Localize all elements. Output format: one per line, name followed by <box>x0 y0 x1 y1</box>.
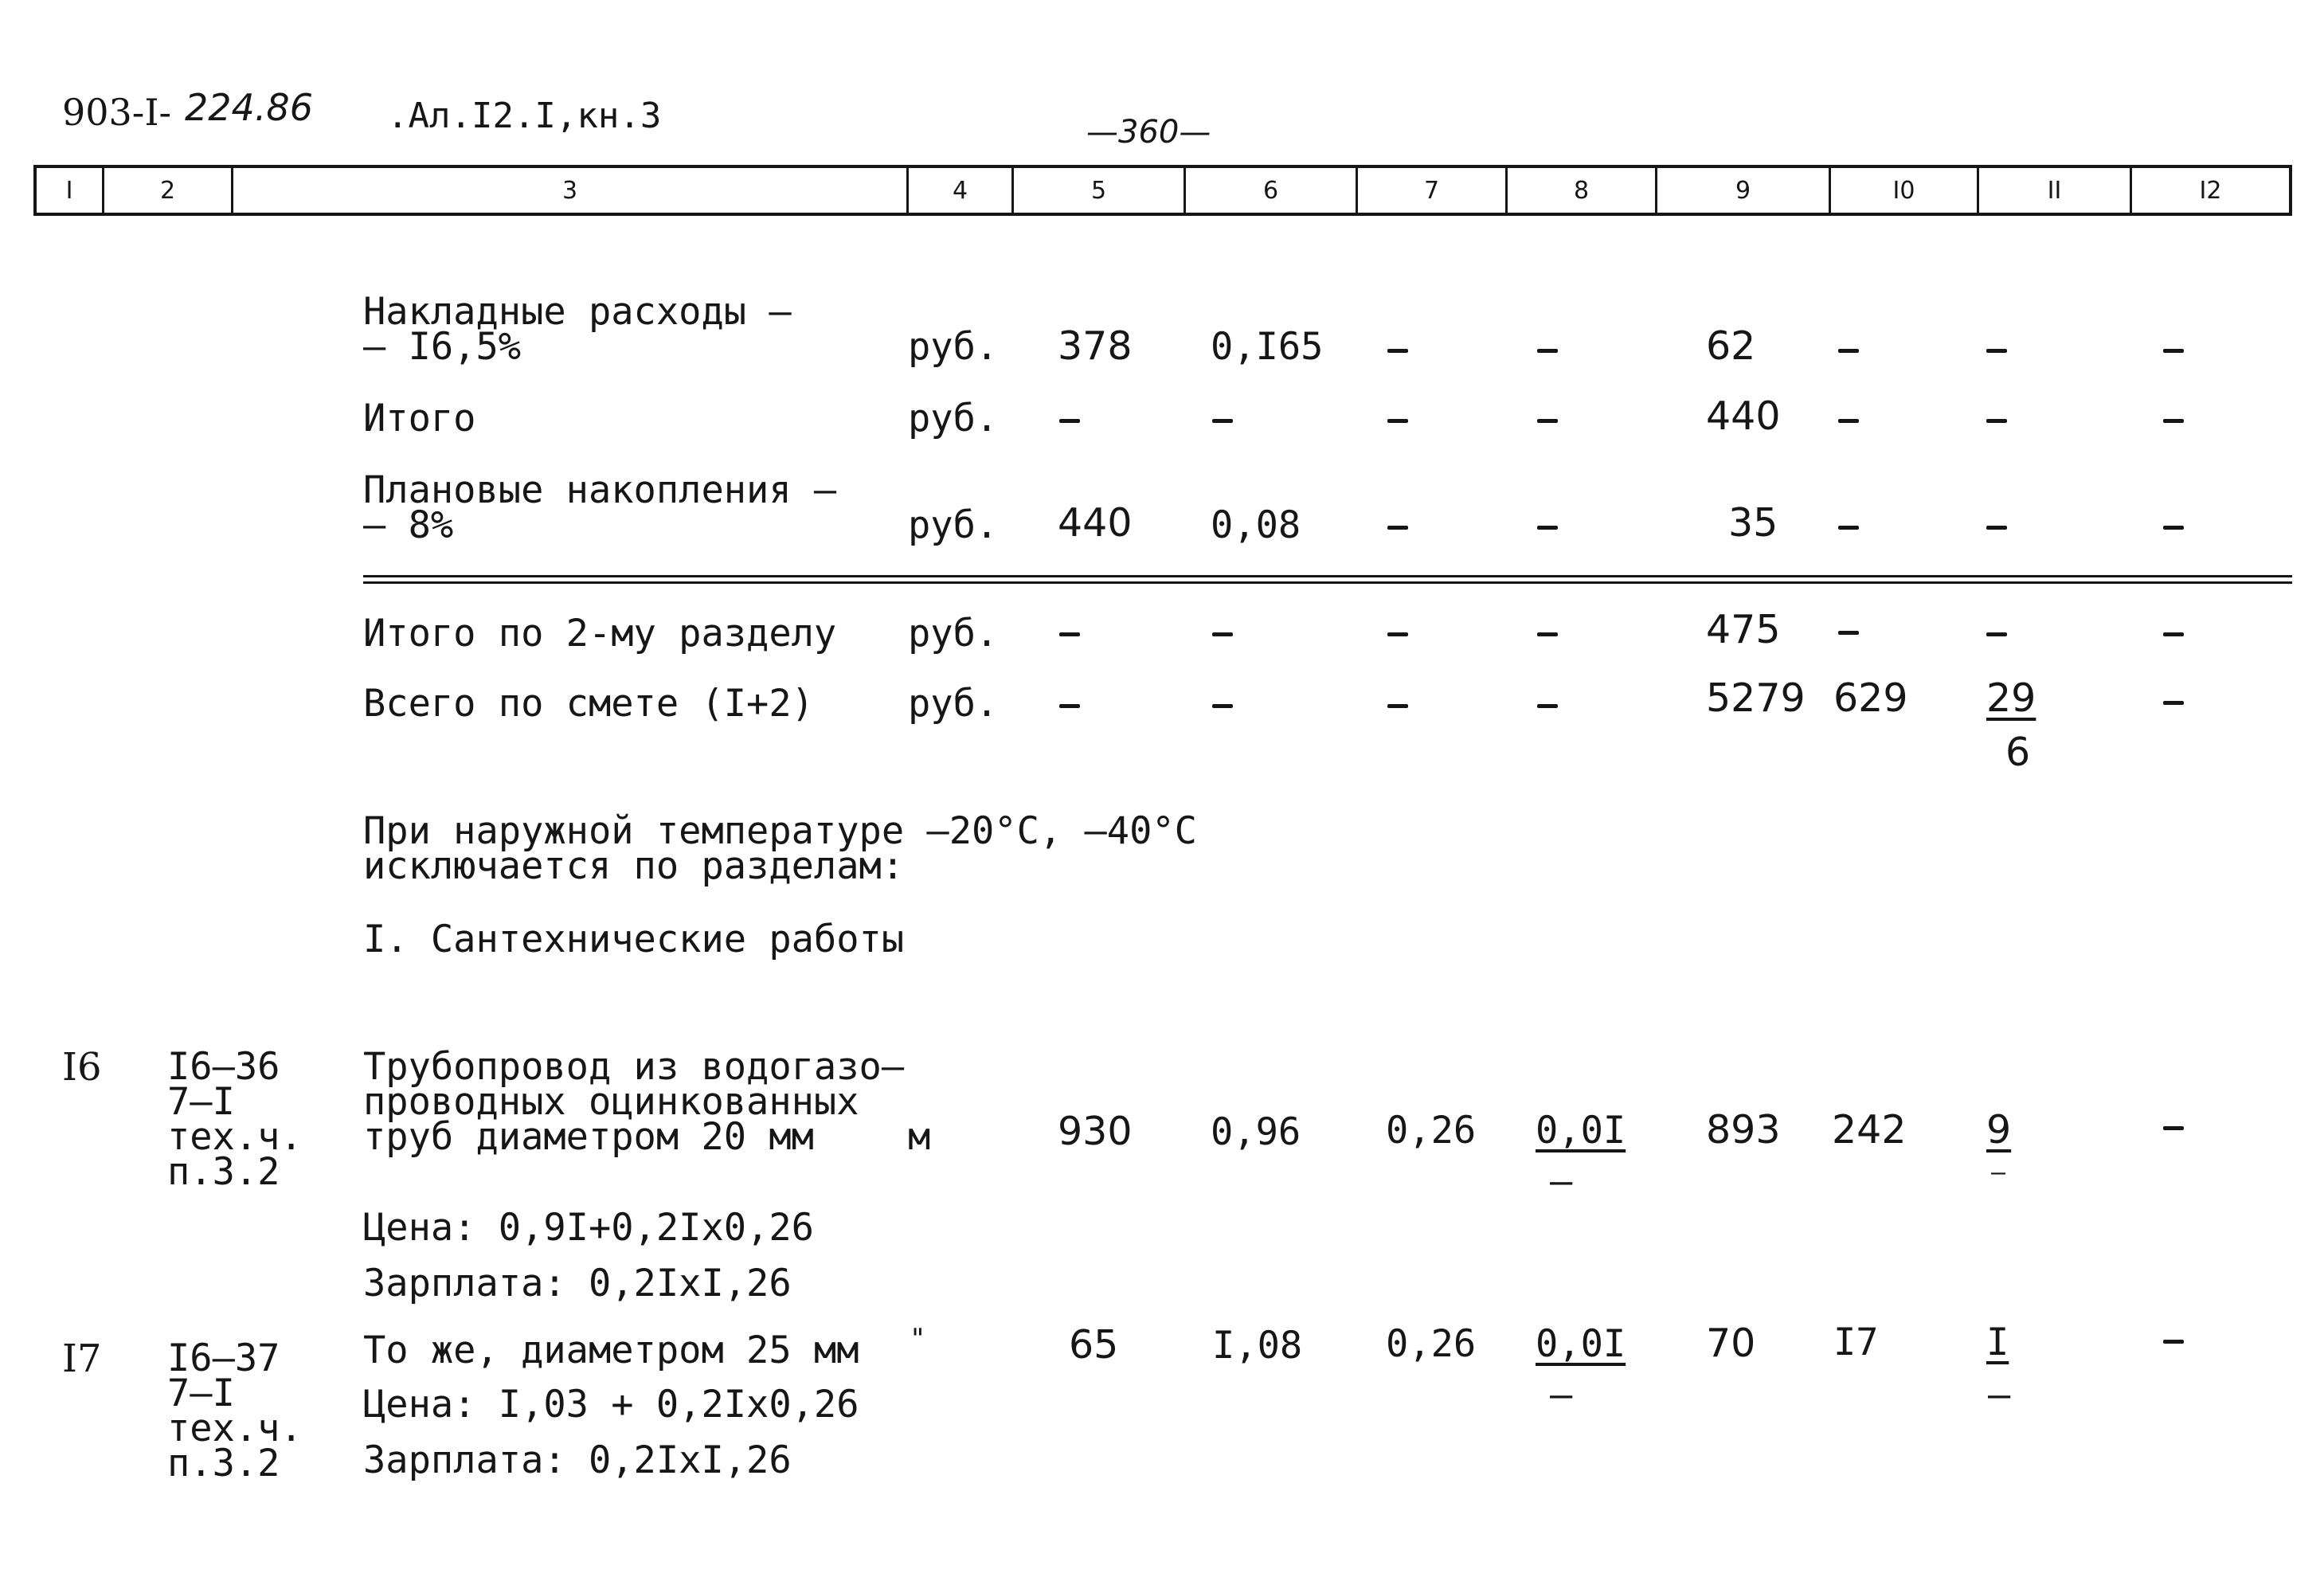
dash-col6 <box>1212 704 1233 708</box>
cell-col7: 0,26 <box>1386 1322 1477 1366</box>
row-label-line1: Итого <box>363 397 476 440</box>
item-price-formula: Цена: I,03 + 0,2Iх0,26 <box>363 1383 859 1426</box>
cell-col5: 378 <box>1058 323 1133 369</box>
item-code-line1: I6–36 <box>167 1045 280 1089</box>
dash-col11 <box>1986 419 2007 423</box>
dash-col11 <box>1986 349 2007 353</box>
unit-cell: руб. <box>908 325 999 369</box>
unit-cell: руб. <box>908 503 999 547</box>
cell-col5: 65 <box>1069 1322 1119 1368</box>
section-divider-line <box>363 581 2292 584</box>
cell-col9: 70 <box>1706 1321 1756 1366</box>
dash-col12 <box>2163 1126 2184 1130</box>
dash-col11 <box>1986 632 2007 636</box>
item-code-line1: I6–37 <box>167 1336 280 1380</box>
dash-col7 <box>1387 632 1408 636</box>
cell-col6: 0,08 <box>1211 503 1301 547</box>
unit-cell-ditto: " <box>910 1323 926 1355</box>
item-price-formula: Цена: 0,9I+0,2Iх0,26 <box>363 1206 814 1250</box>
dash-col10 <box>1838 631 1859 635</box>
cell-col11-numerator: I <box>1986 1321 2009 1364</box>
cell-col6: 0,96 <box>1211 1110 1301 1154</box>
cell-col5: 930 <box>1058 1109 1133 1154</box>
cell-col11-numerator: 29 <box>1986 675 2036 721</box>
cell-col8-numerator: 0,0I <box>1536 1322 1626 1366</box>
column-header-4: 4 <box>906 168 1011 213</box>
column-header-9: 9 <box>1655 168 1829 213</box>
row-label-line2: – 8% <box>363 503 454 547</box>
dash-col7 <box>1387 349 1408 353</box>
doc-code-prefix: 903-I- <box>62 91 172 134</box>
dash-col12 <box>2163 526 2184 530</box>
cell-col9: 35 <box>1728 500 1778 546</box>
temperature-note-line2: исключается по разделам: <box>363 844 905 888</box>
cell-col6: I,08 <box>1212 1324 1303 1368</box>
cell-col9: 893 <box>1706 1107 1781 1152</box>
dash-col5 <box>1059 704 1080 708</box>
dash-col7 <box>1387 704 1408 708</box>
page-number: —360— <box>1086 114 1211 151</box>
cell-col9: 62 <box>1706 323 1756 369</box>
section-divider-line <box>363 575 2292 577</box>
dash-col5 <box>1059 419 1080 423</box>
dash-col10 <box>1838 526 1859 530</box>
item-number: I7 <box>62 1336 102 1381</box>
section-heading: I. Сантехнические работы <box>363 918 905 961</box>
column-header-1: I <box>65 176 73 205</box>
dash-col7 <box>1387 419 1408 423</box>
dash-col5 <box>1059 632 1080 636</box>
row-label-line2: – I6,5% <box>363 325 522 369</box>
cell-col11-numerator: 9 <box>1986 1107 2012 1152</box>
dash-col8 <box>1537 349 1558 353</box>
cell-col10: 242 <box>1832 1107 1907 1152</box>
dash-col8 <box>1537 526 1558 530</box>
item-code-line3: тех.ч. <box>167 1115 303 1159</box>
row-label-line1: Итого по 2-му разделу <box>363 612 837 655</box>
dash-col12 <box>2163 632 2184 636</box>
column-header-10: I0 <box>1829 168 1977 213</box>
item-code-line4: п.3.2 <box>167 1150 280 1194</box>
dash-col8 <box>1537 419 1558 423</box>
dash-col6 <box>1212 419 1233 423</box>
column-header-2: 2 <box>102 168 231 213</box>
dash-col10 <box>1838 419 1859 423</box>
column-header-7: 7 <box>1356 168 1505 213</box>
row-label-line1: Накладные расходы – <box>363 290 792 334</box>
cell-col10: I7 <box>1833 1321 1879 1364</box>
item-code-line3: тех.ч. <box>167 1407 303 1450</box>
dash-col12 <box>2163 1340 2184 1344</box>
cell-col9: 475 <box>1706 607 1781 652</box>
unit-cell: руб. <box>908 397 999 440</box>
row-label-line1: Всего по смете (I+2) <box>363 682 814 726</box>
column-header-6: 6 <box>1184 168 1356 213</box>
doc-code-handwritten: 224.86 <box>185 86 313 129</box>
dash-col10 <box>1838 349 1859 353</box>
temperature-note-line1: При наружной температуре –20°С, –40°С <box>363 809 1197 853</box>
dash-col12 <box>2163 701 2184 705</box>
item-code-line4: п.3.2 <box>167 1442 280 1485</box>
column-header-3: 3 <box>231 168 906 213</box>
dash-col11 <box>1986 526 2007 530</box>
cell-col8-denominator: – <box>1550 1160 1573 1203</box>
column-header-row <box>33 165 2292 216</box>
doc-reference: .Ал.I2.I,кн.3 <box>387 96 662 136</box>
unit-cell: м <box>908 1115 931 1159</box>
column-header-8: 8 <box>1505 168 1655 213</box>
dash-col8 <box>1537 704 1558 708</box>
dash-col12 <box>2163 349 2184 353</box>
column-header-5: 5 <box>1011 168 1184 213</box>
item-description-line1: То же, диаметром 25 мм <box>363 1329 859 1372</box>
cell-col11-denominator: 6 <box>2005 730 2031 775</box>
dash-col6 <box>1212 632 1233 636</box>
cell-col9: 5279 <box>1706 675 1806 721</box>
cell-col7: 0,26 <box>1386 1109 1477 1152</box>
cell-col8-denominator: – <box>1550 1373 1573 1417</box>
item-salary-formula: Зарплата: 0,2IхI,26 <box>363 1262 792 1305</box>
cell-col10: 629 <box>1833 675 1908 721</box>
dash-col8 <box>1537 632 1558 636</box>
cell-col5: 440 <box>1058 500 1133 546</box>
item-code-line2: 7–I <box>167 1372 235 1415</box>
dash-col12 <box>2163 419 2184 423</box>
unit-cell: руб. <box>908 612 999 655</box>
item-description-line1: Трубопровод из водогазо– <box>363 1045 905 1089</box>
item-code-line2: 7–I <box>167 1080 235 1124</box>
cell-col11-denominator: – <box>1988 1373 2011 1417</box>
item-description-line2: проводных оцинкованных <box>363 1080 859 1124</box>
row-label-line1: Плановые накопления – <box>363 468 837 512</box>
column-header-11: II <box>1977 168 2130 213</box>
cell-col8-numerator: 0,0I <box>1536 1109 1626 1152</box>
dash-col7 <box>1387 526 1408 530</box>
cell-col9: 440 <box>1706 393 1781 439</box>
cell-col6: 0,I65 <box>1211 325 1324 369</box>
item-salary-formula: Зарплата: 0,2IхI,26 <box>363 1438 792 1482</box>
unit-cell: руб. <box>908 682 999 726</box>
cell-col11-denominator: – <box>1991 1159 2006 1187</box>
column-header-12: I2 <box>2130 168 2289 213</box>
item-number: I6 <box>62 1045 102 1090</box>
item-description-line3: труб диаметром 20 мм <box>363 1115 814 1159</box>
